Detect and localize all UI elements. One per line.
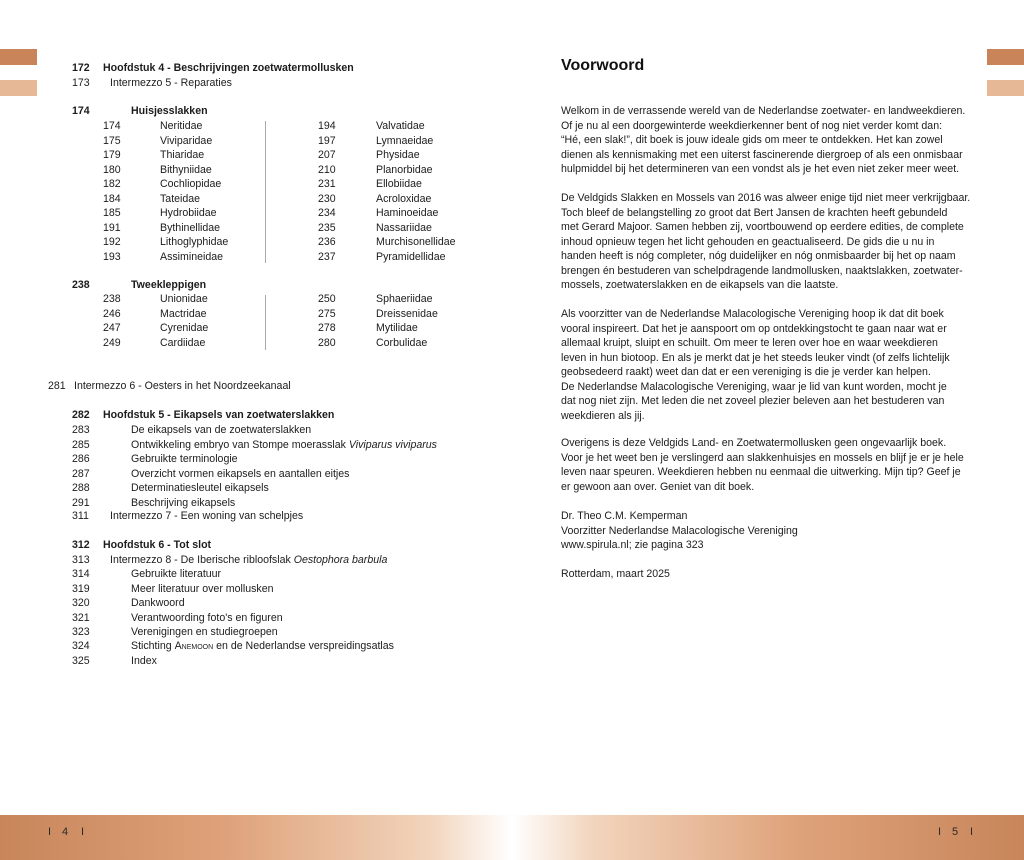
- family-name: Lymnaeidae: [376, 135, 434, 147]
- family-name: Physidae: [376, 149, 420, 161]
- toc-page: 311: [72, 510, 89, 522]
- corner-tab-left-top: [0, 49, 37, 65]
- text-line: weekdieren als jij.: [561, 409, 645, 422]
- column-divider: [265, 121, 266, 263]
- toc-item-text: Meer literatuur over mollusken: [131, 583, 274, 595]
- text-line: leven naar speuren. Weekdieren hebben nu eenmaal die uitwerking. Mijn tip? Geef je: [561, 466, 961, 478]
- corner-tab-right-top: [987, 49, 1024, 65]
- text-line: Of je nu al een doorgewinterde weekdierkenner bent of nog niet verder komt dan:: [561, 119, 943, 132]
- family-name: Bithyniidae: [160, 164, 212, 176]
- toc-page: 325: [72, 655, 90, 667]
- foreword-paragraph-2: [561, 191, 1001, 293]
- family-name: Unionidae: [160, 293, 208, 305]
- toc-item-text: Beschrijving eikapsels: [131, 497, 236, 509]
- family-name: Viviparidae: [160, 135, 213, 147]
- text-line: hulpmiddel bij het determineren van een vondst als je het even niet zeker meer weet.: [561, 163, 960, 175]
- family-page: 210: [318, 164, 336, 176]
- toc-page: 324: [72, 640, 90, 652]
- toc-intermezzo-title: Intermezzo 8 - De Iberische ribloofslak Oestophora barbula: [110, 554, 388, 566]
- toc-page: 320: [72, 597, 90, 609]
- family-page: 280: [318, 337, 336, 349]
- text-line: inhoud opnieuw tegen het licht gehouden en geactualiseerd. De gids die u nu in: [561, 235, 935, 248]
- text-line: brengen én bestuderen van schelpdragende landmollusken, naaktslakken, zoetwater-: [561, 264, 963, 277]
- family-page: 234: [318, 207, 336, 219]
- toc-page: 283: [72, 424, 90, 436]
- text-line: mossels, zoetwaterslakken en de eikapsels van die laatste.: [561, 279, 839, 291]
- toc-page: 312: [72, 539, 90, 551]
- family-page: 238: [103, 293, 121, 305]
- text-line: Welkom in de verrassende wereld van de Nederlandse zoetwater- en landweekdieren.: [561, 105, 966, 117]
- family-name: Lithoglyphidae: [160, 236, 229, 248]
- toc-page: 321: [72, 612, 90, 624]
- family-page: 191: [103, 222, 121, 234]
- text-line: met Gerard Majoor. Samen hebben zij, voortbouwend op eerdere edities, de complete: [561, 221, 964, 233]
- toc-page: 173: [72, 77, 90, 89]
- toc-page: 313: [72, 554, 90, 566]
- toc-item-text: Verantwoording foto's en figuren: [131, 612, 283, 624]
- page-separator: I: [81, 826, 85, 838]
- family-page: 237: [318, 251, 336, 263]
- text-line: Voor je het weet ben je verslingerd aan slakkenhuisjes en mossels en blijf je er je hele: [561, 451, 964, 464]
- toc-page: 286: [72, 453, 90, 465]
- foreword-paragraph-1: [561, 104, 1001, 177]
- toc-page: 282: [72, 409, 90, 421]
- family-page: 275: [318, 308, 336, 320]
- toc-item-text: Dankwoord: [131, 597, 185, 609]
- family-page: 246: [103, 308, 121, 320]
- toc-page: 172: [72, 62, 90, 74]
- family-page: 192: [103, 236, 121, 248]
- toc-page: 287: [72, 468, 90, 480]
- family-page: 230: [318, 193, 336, 205]
- toc-section-title: Tweekleppigen: [131, 279, 207, 291]
- toc-page: 314: [72, 568, 90, 580]
- toc-page: 319: [72, 583, 90, 595]
- toc-section-title: Huisjesslakken: [131, 105, 208, 117]
- family-page: 193: [103, 251, 121, 263]
- toc-chapter-title: Hoofdstuk 6 - Tot slot: [103, 539, 212, 551]
- page-separator: I: [938, 826, 942, 838]
- text-line: De Nederlandse Malacologische Vereniging, waar je lid van kunt worden, mocht je: [561, 380, 947, 393]
- foreword-paragraph-4: [561, 436, 1001, 494]
- toc-page: 291: [72, 497, 90, 509]
- family-page: 231: [318, 178, 336, 190]
- text-line: geobsedeerd raakt) weet dan dat er een vereniging is die je verder kan helpen.: [561, 366, 931, 378]
- family-name: Acroloxidae: [376, 193, 432, 205]
- family-name: Nassariidae: [376, 222, 432, 234]
- toc-page: 281: [48, 380, 66, 392]
- family-name: Mytilidae: [376, 322, 418, 334]
- toc-item-text: Stichting Anemoon en de Nederlandse verspreidingsatlas: [131, 640, 394, 652]
- text-line: allemaal kruipt, sluipt en schuilt. Om meer te leren over hoe en waar weekdieren: [561, 337, 938, 349]
- text-line: leven in hun biotoop. En als je merkt dat je het steeds leuker vindt (of zelfs lichtelijk: [561, 351, 950, 364]
- toc-intermezzo-title: Intermezzo 6 - Oesters in het Noordzeekanaal: [74, 380, 291, 392]
- family-name: Cochliopidae: [160, 178, 222, 190]
- text-line: De Veldgids Slakken en Mossels van 2016 was alweer enige tijd niet meer verkrijgbaar.: [561, 192, 971, 204]
- footer-band: [0, 815, 1024, 860]
- toc-page: 285: [72, 439, 90, 451]
- family-name: Sphaeriidae: [376, 293, 433, 305]
- text-line: er gewoon aan over. Geniet van dit boek.: [561, 480, 755, 493]
- toc-item-text: Gebruikte terminologie: [131, 453, 238, 465]
- toc-item-text: Ontwikkeling embryo van Stompe moerasslak Viviparus viviparus: [131, 439, 437, 451]
- family-name: Tateidae: [160, 193, 201, 205]
- page-number-left: 4: [62, 826, 69, 838]
- toc-page: 238: [72, 279, 90, 291]
- foreword-signature: [561, 509, 1001, 553]
- family-name: Dreissenidae: [376, 308, 438, 320]
- text-line: Dr. Theo C.M. Kemperman: [561, 510, 688, 522]
- foreword-title: Voorwoord: [561, 57, 645, 74]
- family-name: Corbulidae: [376, 337, 428, 349]
- toc-chapter-title: Hoofdstuk 4 - Beschrijvingen zoetwatermollusken: [103, 62, 354, 74]
- family-name: Neritidae: [160, 120, 203, 132]
- family-page: 236: [318, 236, 336, 248]
- family-page: 250: [318, 293, 336, 305]
- family-name: Valvatidae: [376, 120, 425, 132]
- text-line: handen heeft is nóg completer, nóg duidelijker en nóg onmisbaarder bij het op naam: [561, 250, 956, 262]
- family-name: Pyramidellidae: [376, 251, 446, 263]
- text-line: dat nog niet zijn. Met leden die net zoveel plezier beleven aan het bestuderen van: [561, 395, 945, 407]
- family-page: 182: [103, 178, 121, 190]
- foreword-place-date: Rotterdam, maart 2025: [561, 568, 670, 580]
- text-line: dienen als kennismaking met een uiterst fascinerende diergroep of als een onmisbaar: [561, 148, 963, 161]
- page-separator: I: [970, 826, 974, 838]
- text-line: Overigens is deze Veldgids Land- en Zoetwatermollusken geen ongevaarlijk boek.: [561, 437, 947, 449]
- text-line: “Hé, een slak!”, dit boek is jouw ideale gids om meer te ontdekken. Het kan zowel: [561, 134, 943, 146]
- family-page: 179: [103, 149, 121, 161]
- family-name: Assimineidae: [160, 251, 224, 263]
- family-page: 197: [318, 135, 336, 147]
- family-page: 247: [103, 322, 121, 334]
- family-page: 184: [103, 193, 121, 205]
- family-page: 174: [103, 120, 121, 132]
- family-page: 194: [318, 120, 336, 132]
- family-name: Thiaridae: [160, 149, 205, 161]
- family-name: Mactridae: [160, 308, 207, 320]
- family-page: 180: [103, 164, 121, 176]
- toc-item-text: Gebruikte literatuur: [131, 568, 222, 580]
- family-name: Planorbidae: [376, 164, 433, 176]
- toc-item-text: Determinatiesleutel eikapsels: [131, 482, 269, 494]
- toc-item-text: Verenigingen en studiegroepen: [131, 626, 278, 638]
- family-name: Cardiidae: [160, 337, 206, 349]
- toc-intermezzo-title: Intermezzo 7 - Een woning van schelpjes: [110, 510, 304, 522]
- text-line: Voorzitter Nederlandse Malacologische Vereniging: [561, 524, 798, 537]
- page-separator: I: [48, 826, 52, 838]
- family-name: Cyrenidae: [160, 322, 209, 334]
- family-name: Hydrobiidae: [160, 207, 217, 219]
- text-line: Als voorzitter van de Nederlandse Malacologische Vereniging hoop ik dat dit boek: [561, 308, 944, 320]
- toc-chapter-title: Hoofdstuk 5 - Eikapsels van zoetwaterslakken: [103, 409, 335, 421]
- text-line: Toch bleef de belangstelling zo groot dat Bert Jansen de krachten heeft gebundeld: [561, 206, 948, 219]
- text-line: www.spirula.nl; zie pagina 323: [561, 539, 704, 551]
- toc-item-text: De eikapsels van de zoetwaterslakken: [131, 424, 312, 436]
- toc-page: 288: [72, 482, 90, 494]
- foreword-paragraph-3: [561, 307, 1001, 423]
- family-name: Haminoeidae: [376, 207, 439, 219]
- corner-tab-left-bottom: [0, 80, 37, 96]
- family-name: Ellobiidae: [376, 178, 422, 190]
- text-line: vooral inspireert. Dat het je aanspoort om op ontdekkingstocht te gaan naar wat er: [561, 322, 947, 335]
- family-page: 235: [318, 222, 336, 234]
- toc-item-text: Index: [131, 655, 157, 667]
- toc-page: 174: [72, 105, 90, 117]
- family-page: 207: [318, 149, 336, 161]
- toc-intermezzo-title: Intermezzo 5 - Reparaties: [110, 77, 232, 89]
- column-divider: [265, 295, 266, 350]
- family-page: 249: [103, 337, 121, 349]
- corner-tab-right-bottom: [987, 80, 1024, 96]
- family-name: Bythinellidae: [160, 222, 221, 234]
- family-page: 185: [103, 207, 121, 219]
- page-number-right: 5: [952, 826, 959, 838]
- family-page: 278: [318, 322, 336, 334]
- toc-item-text: Overzicht vormen eikapsels en aantallen eitjes: [131, 468, 350, 480]
- toc-page: 323: [72, 626, 90, 638]
- family-name: Murchisonellidae: [376, 236, 456, 248]
- family-page: 175: [103, 135, 121, 147]
